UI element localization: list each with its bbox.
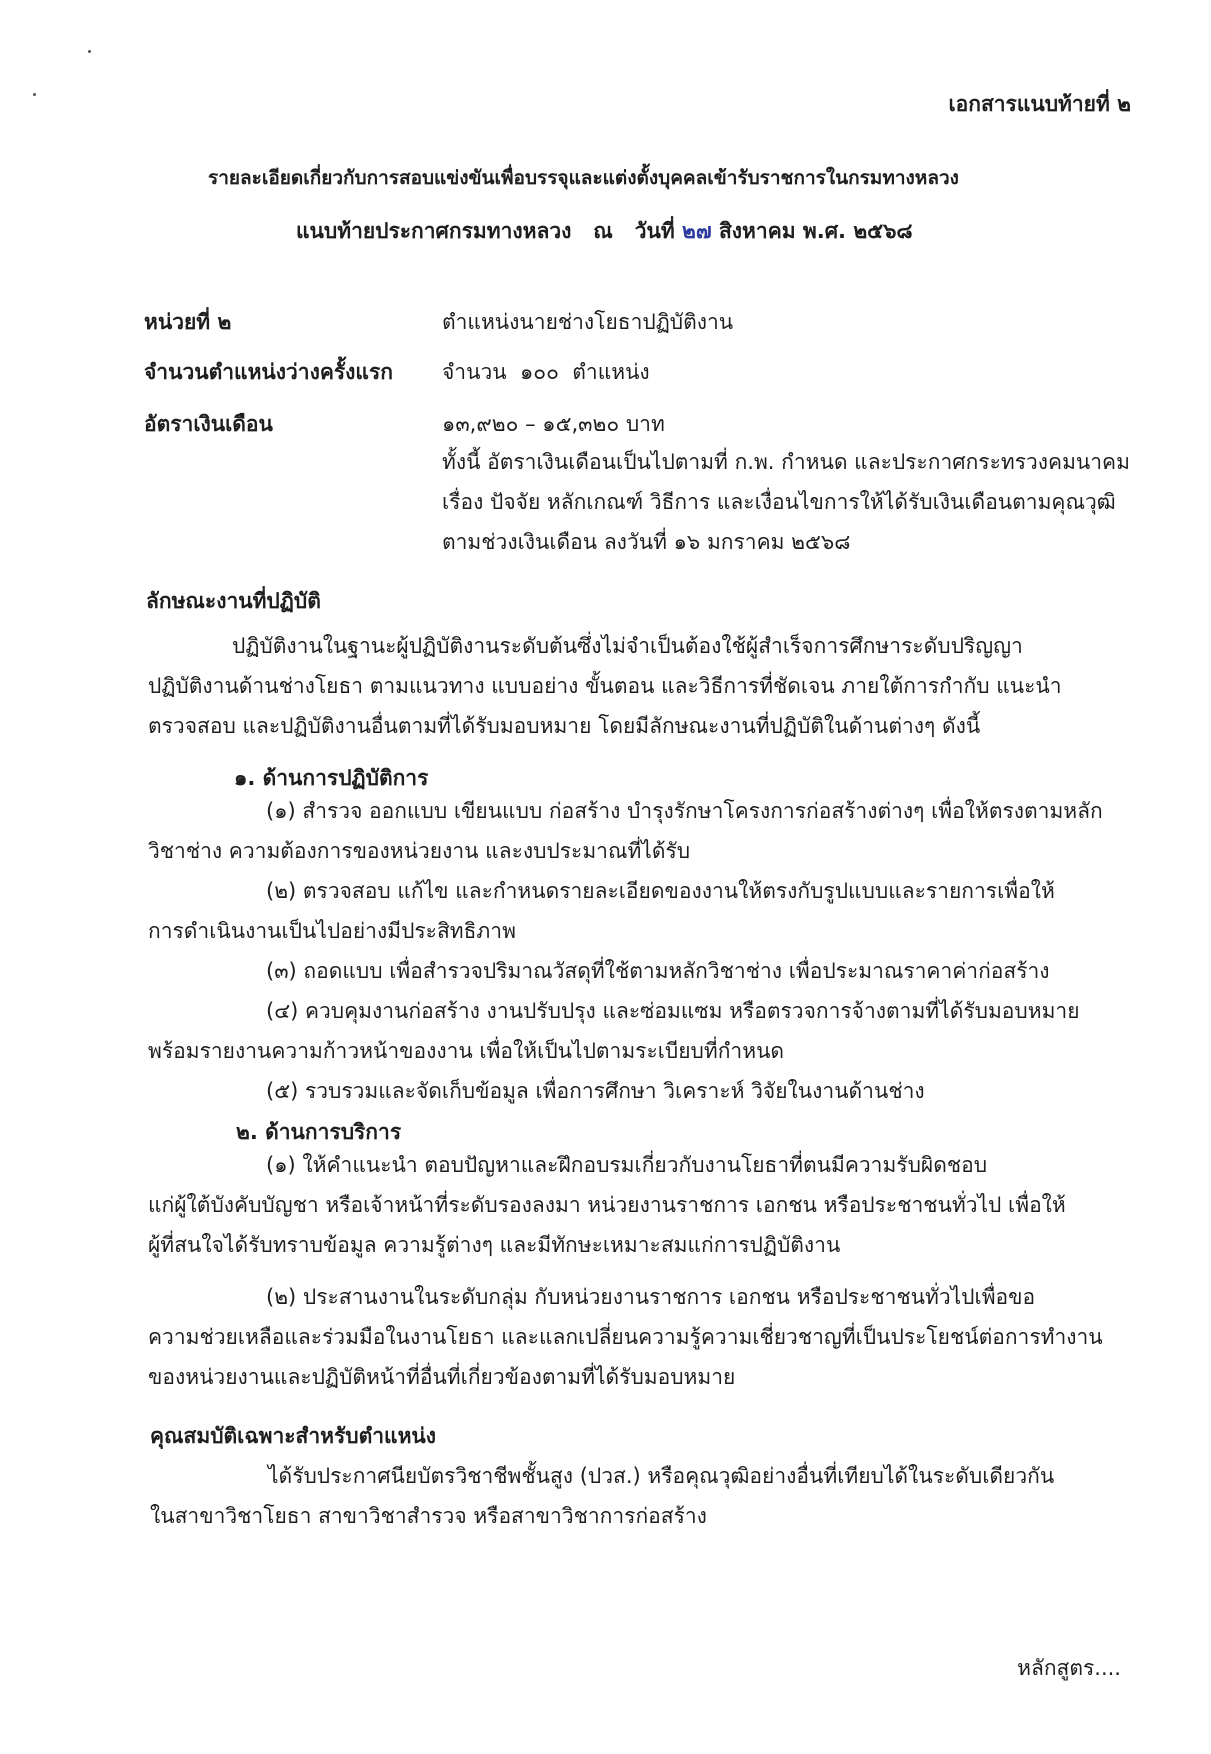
- list-item: (๔) ควบคุมงานก่อสร้าง งานปรับปรุง และซ่อมแซม หรือตรวจการจ้างตามที่ได้รับมอบหมาย: [266, 999, 1080, 1023]
- qualification-text: [150, 1456, 1054, 1536]
- scan-speck: [88, 50, 91, 53]
- list-item: (๒) ประสานงานในระดับกลุ่ม กับหน่วยงานราชการ เอกชน หรือประชาชนทั่วไปเพื่อขอ: [266, 1285, 1036, 1309]
- salary-note-line: ทั้งนี้ อัตราเงินเดือนเป็นไปตามที่ ก.พ. กำหนด และประกาศกระทรวงคมนาคม: [442, 450, 1130, 474]
- salary-value: ๑๓,๙๒๐ – ๑๕,๓๒๐ บาท: [442, 412, 665, 436]
- page-title: รายละเอียดเกี่ยวกับการสอบแข่งขันเพื่อบรรจุและแต่งตั้งบุคคลเข้ารับราชการในกรมทางหลวง: [208, 167, 959, 189]
- qualification-heading: คุณสมบัติเฉพาะสำหรับตำแหน่ง: [150, 1424, 437, 1448]
- list-item: (๕) รวบรวมและจัดเก็บข้อมูล เพื่อการศึกษา วิเคราะห์ วิจัยในงานด้านช่าง: [266, 1079, 925, 1103]
- section-1-items: [148, 791, 1103, 1111]
- salary-label: อัตราเงินเดือน: [144, 412, 273, 436]
- list-item: (๑) สำรวจ ออกแบบ เขียนแบบ ก่อสร้าง บำรุงรักษาโครงการก่อสร้างต่างๆ เพื่อให้ตรงตามหลัก: [266, 799, 1103, 823]
- subtitle-prefix: แนบท้ายประกาศกรมทางหลวง ณ วันที่: [296, 219, 675, 243]
- paragraph-line: ได้รับประกาศนียบัตรวิชาชีพชั้นสูง (ปวส.) หรือคุณวุฒิอย่างอื่นที่เทียบได้ในระดับเดียวกัน: [268, 1464, 1055, 1488]
- paragraph-line: ในสาขาวิชาโยธา สาขาวิชาสำรวจ หรือสาขาวิชาการก่อสร้าง: [150, 1504, 707, 1528]
- salary-note: [442, 442, 1130, 562]
- salary-note-line: เรื่อง ปัจจัย หลักเกณฑ์ วิธีการ และเงื่อนไขการให้ได้รับเงินเดือนตามคุณวุฒิ: [442, 490, 1116, 514]
- duties-intro: [148, 626, 1062, 746]
- unit-label: หน่วยที่ ๒: [144, 310, 232, 334]
- paragraph-line: ตรวจสอบ และปฏิบัติงานอื่นตามที่ได้รับมอบหมาย โดยมีลักษณะงานที่ปฏิบัติในด้านต่างๆ ดังนี้: [148, 714, 981, 738]
- section-2-heading: ๒. ด้านการบริการ: [236, 1120, 402, 1144]
- list-item-continued: ผู้ที่สนใจได้รับทราบข้อมูล ความรู้ต่างๆ และมีทักษะเหมาะสมแก่การปฏิบัติงาน: [148, 1233, 841, 1257]
- list-item-continued: แก่ผู้ใต้บังคับบัญชา หรือเจ้าหน้าที่ระดับรองลงมา หน่วยงานราชการ เอกชน หรือประชาชนทั่วไป เพื่อให้: [148, 1193, 1066, 1217]
- subtitle-suffix: สิงหาคม พ.ศ. ๒๕๖๘: [718, 219, 913, 243]
- vacancy-label: จำนวนตำแหน่งว่างครั้งแรก: [144, 360, 393, 384]
- list-item-continued: การดำเนินงานเป็นไปอย่างมีประสิทธิภาพ: [148, 919, 516, 943]
- announcement-day: ๒๗: [682, 219, 712, 243]
- list-item-continued: ความช่วยเหลือและร่วมมือในงานโยธา และแลกเปลี่ยนความรู้ความเชี่ยวชาญที่เป็นประโยชน์ต่อการทำงาน: [148, 1325, 1103, 1349]
- section-1-heading: ๑. ด้านการปฏิบัติการ: [234, 766, 429, 790]
- list-item: (๒) ตรวจสอบ แก้ไข และกำหนดรายละเอียดของงานให้ตรงกับรูปแบบและรายการเพื่อให้: [266, 879, 1055, 903]
- paragraph-line: ปฏิบัติงานในฐานะผู้ปฏิบัติงานระดับต้นซึ่งไม่จำเป็นต้องใช้ผู้สำเร็จการศึกษาระดับปริญญา: [232, 634, 1023, 658]
- section-2-items: [148, 1145, 1103, 1397]
- vacancy-value: จำนวน ๑๐๐ ตำแหน่ง: [442, 360, 650, 384]
- list-item: (๓) ถอดแบบ เพื่อสำรวจปริมาณวัสดุที่ใช้ตามหลักวิชาช่าง เพื่อประมาณราคาค่าก่อสร้าง: [266, 959, 1050, 983]
- list-item-continued: พร้อมรายงานความก้าวหน้าของงาน เพื่อให้เป็นไปตามระเบียบที่กำหนด: [148, 1039, 785, 1063]
- duties-heading: ลักษณะงานที่ปฏิบัติ: [146, 589, 321, 613]
- scan-speck: [33, 93, 36, 96]
- list-item-continued: วิชาช่าง ความต้องการของหน่วยงาน และงบประมาณที่ได้รับ: [148, 839, 691, 863]
- list-item-continued: ของหน่วยงานและปฏิบัติหน้าที่อื่นที่เกี่ยวข้องตามที่ได้รับมอบหมาย: [148, 1365, 736, 1389]
- unit-value: ตำแหน่งนายช่างโยธาปฏิบัติงาน: [442, 310, 734, 334]
- page-subtitle: [296, 215, 913, 248]
- paragraph-line: ปฏิบัติงานด้านช่างโยธา ตามแนวทาง แบบอย่าง ขั้นตอน และวิธีการที่ชัดเจน ภายใต้การกำกับ แนะนำ: [148, 674, 1062, 698]
- annex-label: เอกสารแนบท้ายที่ ๒: [948, 92, 1131, 116]
- list-item: (๑) ให้คำแนะนำ ตอบปัญหาและฝึกอบรมเกี่ยวกับงานโยธาที่ตนมีความรับผิดชอบ: [266, 1153, 988, 1177]
- continued-footer: หลักสูตร....: [1017, 1656, 1121, 1680]
- salary-note-line: ตามช่วงเงินเดือน ลงวันที่ ๑๖ มกราคม ๒๕๖๘: [442, 530, 851, 554]
